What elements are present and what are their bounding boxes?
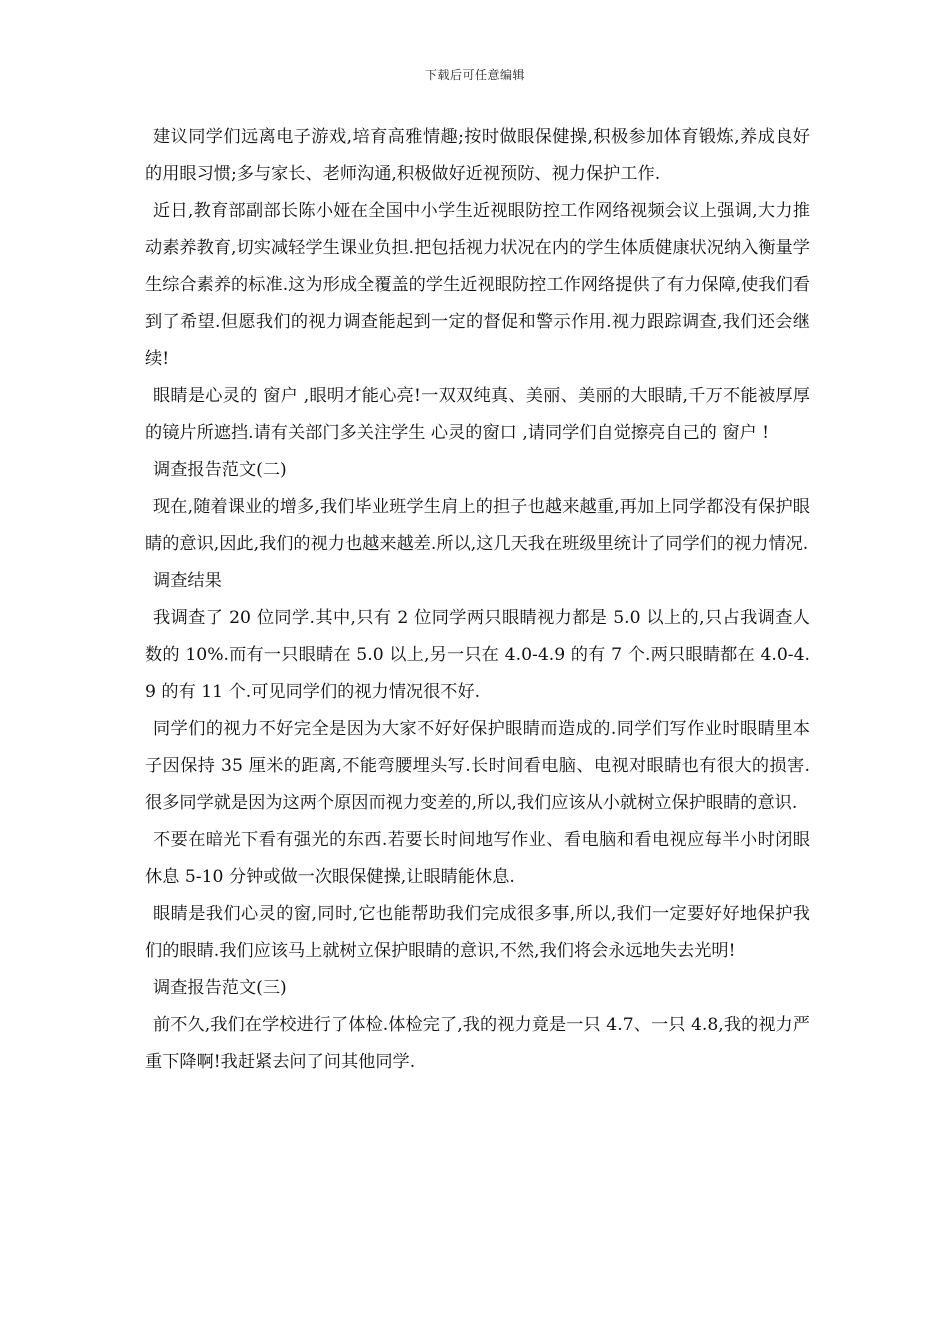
section-heading-2: 调查报告范文(二) — [153, 460, 287, 480]
page-header: 下载后可任意编辑 — [424, 68, 525, 82]
paragraph-advice: 建议同学们远离电子游戏,培育高雅情趣;按时做眼保健操,积极参加体育锻炼,养成良好的用眼习惯;多与家长、老师沟通,积极做好近视预防、视力保护工作. — [145, 127, 810, 184]
paragraph-results: 我调查了 20 位同学.其中,只有 2 位同学两只眼睛视力都是 5.0 以上的,只占我调查人数的 10%.而有一只眼睛在 5.0 以上,另一只在 4.0-4.9 的有 7 个.两只眼睛都在 4.0-4.9 的有 11 个.可见同学们的视力情况很不好. — [145, 608, 810, 702]
paragraph-ministry: 近日,教育部副部长陈小娅在全国中小学生近视眼防控工作网络视频会议上强调,大力推动素养教育,切实减轻学生课业负担.把包括视力状况在内的学生体质健康状况纳入衡量学生综合素养的标准.这为形成全覆盖的学生近视眼防控工作网络提供了有力保障,使我们看到了希望.但愿我们的视力调查能起到一定的督促和警示作用.视力跟踪调查,我们还会继续! — [145, 201, 810, 369]
paragraph-causes: 同学们的视力不好完全是因为大家不好好保护眼睛而造成的.同学们写作业时眼睛里本子因保持 35 厘米的距离,不能弯腰埋头写.长时间看电脑、电视对眼睛也有很大的损害.很多同学就是因为这两个原因而视力变差的,所以,我们应该从小就树立保护眼睛的意识. — [145, 719, 810, 813]
document-body — [145, 119, 810, 1081]
section-heading-3: 调查报告范文(三) — [153, 978, 287, 998]
subheading-results: 调查结果 — [153, 571, 222, 591]
paragraph-eyes-window: 眼睛是心灵的 窗户 ,眼明才能心亮!一双双纯真、美丽、美丽的大眼睛,千万不能被厚厚的镜片所遮挡.请有关部门多关注学生 心灵的窗口 ,请同学们自觉擦亮自己的 窗户 ! — [145, 386, 810, 443]
paragraph-intro-3: 前不久,我们在学校进行了体检.体检完了,我的视力竟是一只 4.7、一只 4.8,我的视力严重下降啊!我赶紧去问了问其他同学. — [145, 1015, 810, 1072]
paragraph-conclusion-2: 眼睛是我们心灵的窗,同时,它也能帮助我们完成很多事,所以,我们一定要好好地保护我们的眼睛.我们应该马上就树立保护眼睛的意识,不然,我们将会永远地失去光明! — [145, 904, 810, 961]
paragraph-intro-2: 现在,随着课业的增多,我们毕业班学生肩上的担子也越来越重,再加上同学都没有保护眼睛的意识,因此,我们的视力也越来越差.所以,这几天我在班级里统计了同学们的视力情况. — [145, 497, 810, 554]
paragraph-tips: 不要在暗光下看有强光的东西.若要长时间地写作业、看电脑和看电视应每半小时闭眼休息 5-10 分钟或做一次眼保健操,让眼睛能休息. — [145, 830, 810, 887]
